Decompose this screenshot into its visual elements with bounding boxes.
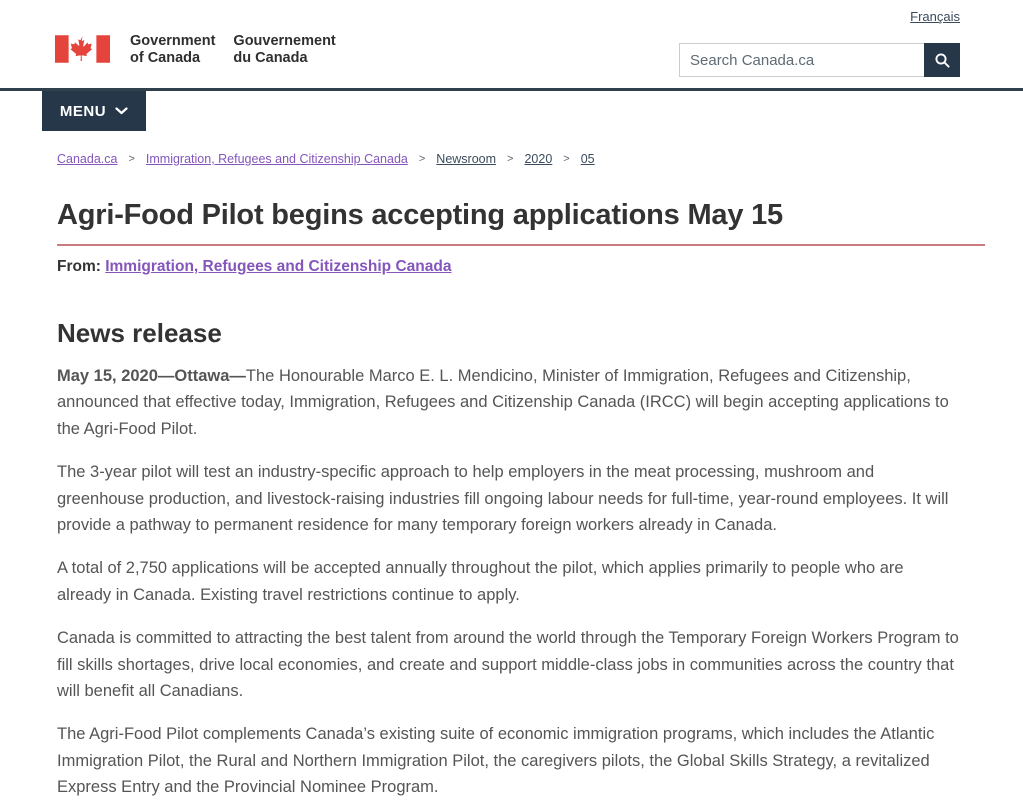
article-body [57, 363, 960, 800]
breadcrumb-item-canada-ca[interactable]: Canada.ca [57, 152, 118, 166]
breadcrumb-separator: > [418, 153, 426, 165]
search-input[interactable] [679, 43, 924, 77]
paragraph: The Agri-Food Pilot complements Canada’s existing suite of economic immigration programs, which includes the Atlantic Immigration Pilot, the Rural and Northern Immigration Pilot, the caregivers pilots, the Global Skills Strategy, a revitalized Express Entry and the Provincial Nominee Program. [57, 725, 935, 797]
search-button[interactable] [924, 43, 960, 77]
dateline: May 15, 2020—Ottawa— [57, 367, 246, 385]
page-title: Agri-Food Pilot begins accepting applications May 15 [57, 199, 985, 246]
site-search [679, 43, 960, 77]
breadcrumb-item-newsroom[interactable]: Newsroom [436, 152, 497, 166]
paragraph: The 3-year pilot will test an industry-specific approach to help employers in the meat processing, mushroom and greenhouse production, and livestock-raising industries fill ongoing labour needs for full-time, year-round employees. It will provide a pathway to permanent residence for many temporary foreign workers already in Canada. [57, 463, 949, 534]
breadcrumb-separator: > [507, 153, 514, 165]
from-department-link[interactable]: Immigration, Refugees and Citizenship Canada [105, 258, 452, 275]
wordmark-french: Gouvernement du Canada [233, 33, 336, 67]
from-label: From: [57, 258, 106, 275]
menu-button-label: MENU [59, 102, 107, 120]
menu-button[interactable] [42, 91, 146, 131]
paragraph: May 15, 2020—Ottawa—The Honourable Marco E. L. Mendicino, Minister of Immigration, Refugees and Citizenship, announced that effective today, Immigration, Refugees and Citizenship Canada (IRCC) will begin accepting applications to the Agri-Food Pilot. [57, 367, 949, 438]
header-divider [0, 88, 1023, 91]
paragraph: Canada is committed to attracting the best talent from around the world through the Temporary Foreign Workers Program to fill skills shortages, drive local economies, and create and support middle-class jobs in communities across the country that will benefit all Canadians. [57, 629, 959, 700]
canada-flag-icon [55, 35, 110, 63]
magnifier-icon [934, 52, 951, 69]
from-line [57, 258, 960, 276]
breadcrumb [57, 152, 1023, 166]
site-header [55, 33, 960, 77]
breadcrumb-item-2020[interactable]: 2020 [524, 152, 553, 166]
breadcrumb-separator: > [563, 153, 570, 165]
article [57, 199, 960, 800]
breadcrumb-separator: > [128, 153, 135, 165]
government-of-canada-signature[interactable] [55, 33, 336, 68]
paragraph: A total of 2,750 applications will be accepted annually throughout the pilot, which applies primarily to people who are already in Canada. Existing travel restrictions continue to apply. [57, 559, 904, 604]
breadcrumb-item-05[interactable]: 05 [580, 152, 595, 166]
wordmark-english: Government of Canada [130, 33, 216, 67]
language-toggle-link[interactable]: Français [910, 9, 960, 24]
breadcrumb-item-ircc[interactable]: Immigration, Refugees and Citizenship Canada [145, 152, 408, 166]
chevron-down-icon [115, 107, 128, 115]
news-release-heading: News release [57, 318, 222, 348]
language-toggle-bar [0, 0, 1023, 24]
